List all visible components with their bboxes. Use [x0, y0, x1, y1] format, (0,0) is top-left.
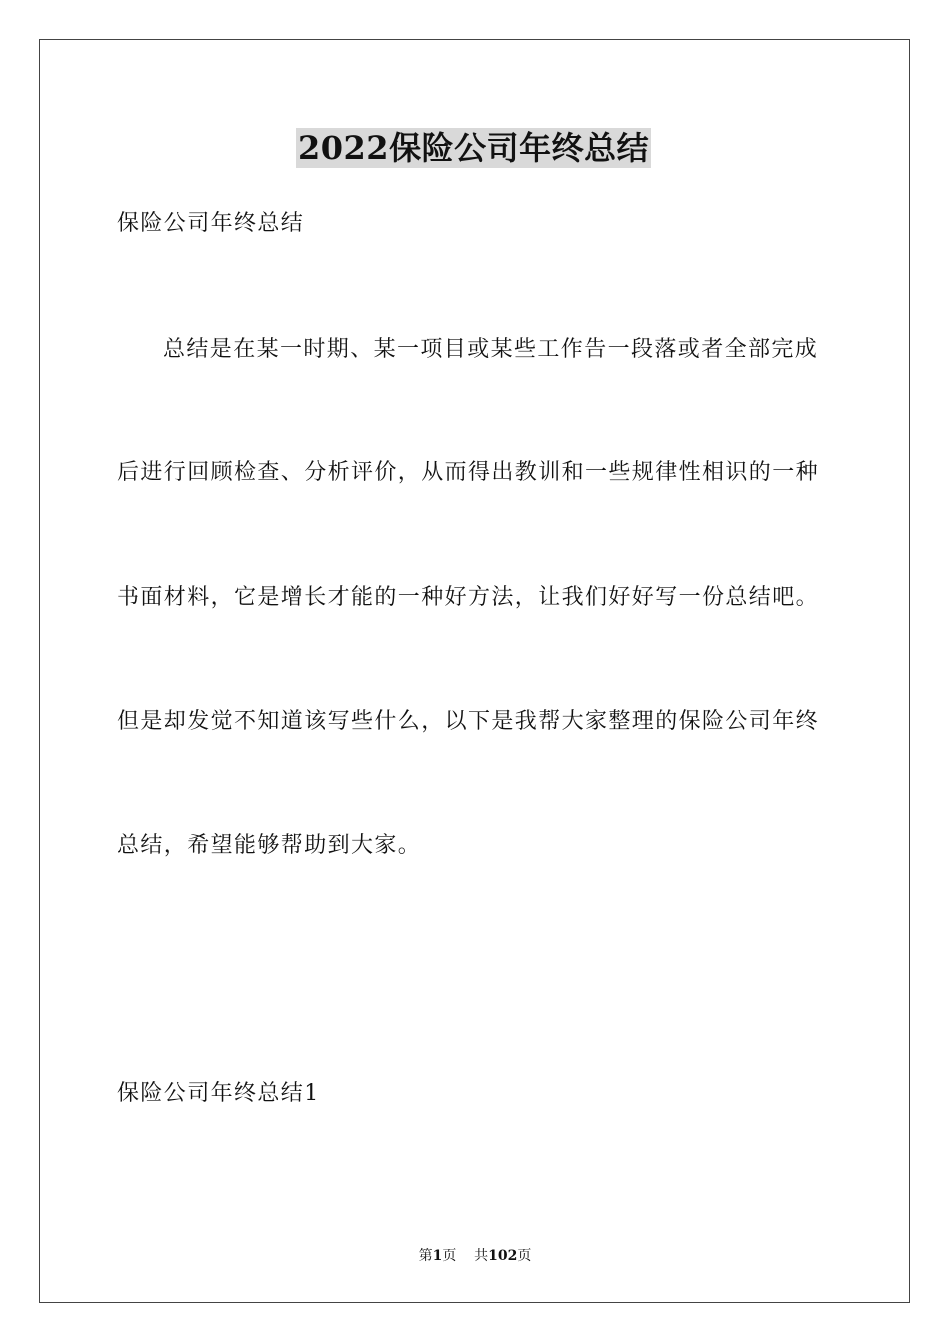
paragraph-line: 但是却发觉不知道该写些什么，以下是我帮大家整理的保险公司年终 [117, 709, 820, 734]
document-subtitle: 保险公司年终总结 [117, 211, 305, 236]
document-title: 2022保险公司年终总结 [298, 129, 650, 167]
section-heading: 保险公司年终总结1 [117, 1081, 320, 1106]
footer-page-prefix: 第 [418, 1248, 433, 1264]
paragraph-line: 书面材料，它是增长才能的一种好方法，让我们好好写一份总结吧。 [117, 585, 820, 610]
paragraph-line: 总结，希望能够帮助到大家。 [117, 833, 422, 858]
footer-total-suffix: 页 [517, 1248, 532, 1264]
page-footer [0, 1247, 950, 1265]
footer-total-prefix: 共 [474, 1248, 489, 1264]
footer-page-suffix: 页 [442, 1248, 457, 1264]
paragraph-line: 后进行回顾检查、分析评价，从而得出教训和一些规律性相识的一种 [117, 460, 820, 485]
footer-page-number: 1 [432, 1248, 443, 1264]
footer-total-pages: 102 [488, 1248, 518, 1264]
paragraph-line: 总结是在某一时期、某一项目或某些工作告一段落或者全部完成 [163, 337, 819, 362]
